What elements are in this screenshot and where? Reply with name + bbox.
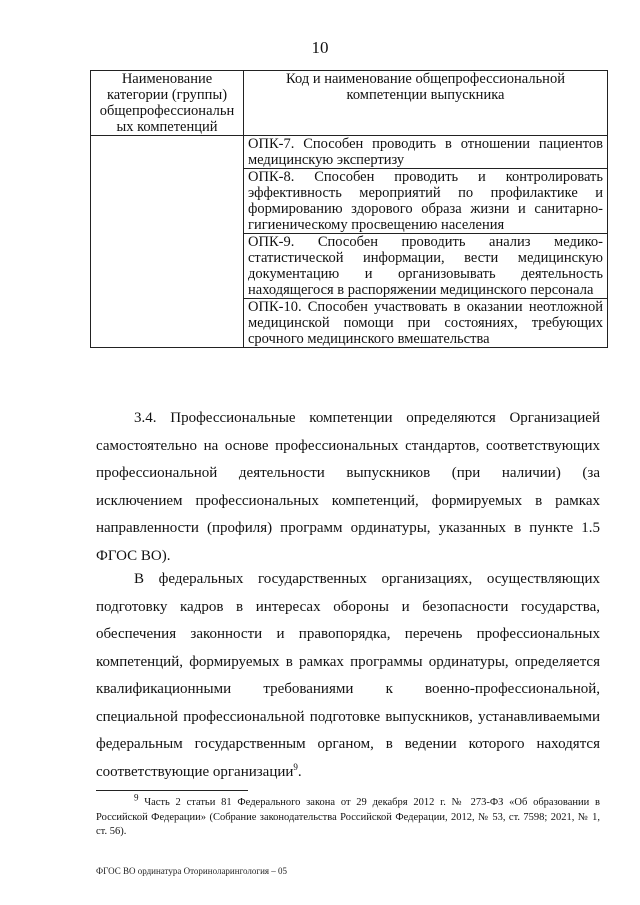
opk-7-cell: ОПК-7. Способен проводить в отношении пациентов медицинскую экспертизу — [244, 136, 608, 169]
header-category-group: Наименование категории (группы) общепрофессиональн ых компетенций — [91, 71, 244, 136]
footnote-reference: 9 — [293, 761, 298, 772]
page-number: 10 — [311, 38, 329, 57]
paragraph-3-4 — [96, 405, 600, 570]
opk-9-cell: ОПК-9. Способен проводить анализ медико-статистической информации, вести медицинскую документацию и организовывать деятельность находящегося в распоряжении медицинского персонала — [244, 234, 608, 299]
footnote-divider — [96, 790, 248, 791]
opk-8-cell: ОПК-8. Способен проводить и контролировать эффективность мероприятий по профилактике и формированию здорового образа жизни и санитарно-гигиеническому просвещению населения — [244, 169, 608, 234]
category-cell-empty — [91, 136, 244, 348]
opk-10-cell: ОПК-10. Способен участвовать в оказании неотложной медицинской помощи при состояниях, требующих срочного медицинского вмешательства — [244, 299, 608, 348]
table-header-row — [91, 71, 608, 136]
footnote-mark: 9 — [134, 792, 139, 803]
paragraph-3-4-text: 3.4. Профессиональные компетенции определяются Организацией самостоятельно на основе профессиональных стандартов, соответствующих профессиональной деятельности выпускников (при наличии) (за исключением профессиональных компетенций, формируемых в рамках направленности (профиля) программ ординатуры, указанных в пункте 1.5 ФГОС ВО). — [96, 410, 600, 564]
footnote — [96, 792, 600, 840]
header-competence-code: Код и наименование общепрофессиональной компетенции выпускника — [244, 71, 608, 136]
paragraph-federal-orgs: В федеральных государственных организациях, осуществляющих подготовку кадров в интересах обороны и безопасности государства, обеспечения законности и правопорядка, перечень профессиональных компетенций, формируемых в рамках программы ординатуры, определяется квалификационными требованиями к военно-профессиональной, специальной профессиональной подготовке выпускников, устанавливаемыми федеральным государственным органом, в ведении которого находятся соответствующие организации$^9$. — [96, 571, 600, 780]
footnote-text: Часть 2 статьи 81 Федерального закона от 29 декабря 2012 г. № 273-ФЗ «Об образовании в Российской Федерации» (Собрание законодательства Российской Федерации, 2012, № 53, ст. 7598; 2021, № 1, ст. 56). — [96, 797, 600, 837]
page-footer: ФГОС ВО ординатура Оториноларингология – 05 — [96, 866, 288, 876]
paragraph-federal-orgs-text: В федеральных государственных организациях, осуществляющих подготовку кадров в интересах обороны и безопасности государства, обеспечения законности и правопорядка, перечень профессиональных компетенций, формируемых в рамках программы ординатуры, определяется квалификационными требованиями к военно-профессиональной, специальной профессиональной подготовке выпускников, устанавливаемыми федеральным государственным органом, в ведении которого находятся соответствующие организации — [96, 571, 600, 780]
competencies-table — [90, 70, 608, 348]
table-row — [91, 136, 608, 169]
